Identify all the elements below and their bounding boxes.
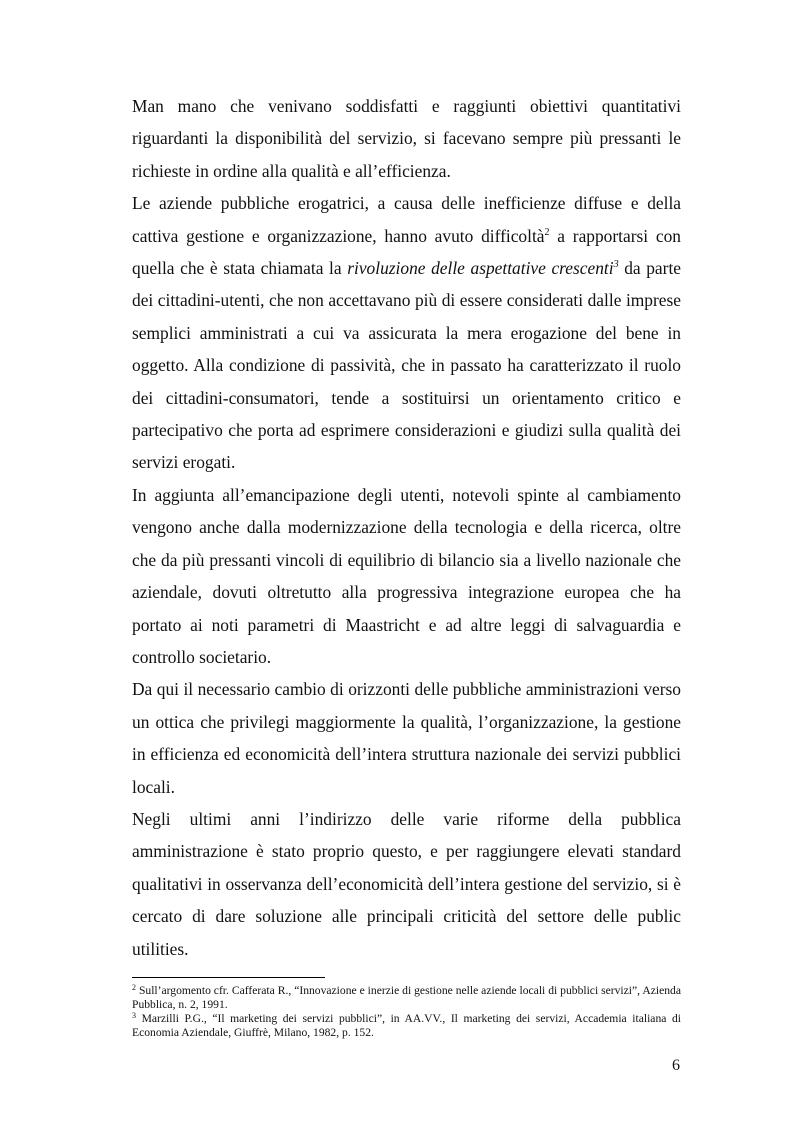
footnote-number: 3 (132, 1011, 136, 1020)
page-number: 6 (672, 1057, 680, 1074)
paragraph-3: In aggiunta all’emancipazione degli utenti, notevoli spinte al cambiamento vengono anche dalla modernizzazione della tecnologia e della ricerca, oltre che da più pressanti vincoli di equilibrio di bilancio sia a livello nazionale che aziendale, dovuti oltretutto alla progressiva integrazione europea che ha portato ai noti parametri di Maastricht e ad altre leggi di salvaguardia e controllo societario. (132, 484, 681, 667)
paragraph-4: Da qui il necessario cambio di orizzonti delle pubbliche amministrazioni verso un ottica che privilegi maggiormente la qualità, l’organizzazione, la gestione in efficienza ed economicità dell’intera struttura nazionale dei servizi pubblici locali. (132, 679, 681, 797)
footnote-ref-2: 2 (544, 226, 550, 238)
paragraph-2-text-a: Le aziende pubbliche erogatrici, a causa delle inefficienze diffuse e della cattiva gestione e organizzazione, hanno avuto difficoltà (132, 193, 681, 246)
paragraph-2 (132, 187, 681, 479)
footnote-text: Marzilli P.G., “Il marketing dei servizi pubblici”, in AA.VV., Il marketing dei servizi, Accademia italiana di Economia Aziendale, Giuffrè, Milano, 1982, p. 152. (132, 1012, 681, 1039)
footnote-3 (132, 1012, 681, 1040)
footnote-number: 2 (132, 983, 136, 992)
footnote-2 (132, 984, 681, 1012)
footnote-text: Sull’argomento cfr. Cafferata R., “Innovazione e inerzie di gestione nelle aziende locali di pubblici servizi”, Azienda Pubblica, n. 2, 1991. (132, 984, 681, 1011)
footnote-ref-3: 3 (613, 259, 619, 271)
paragraph-2-text-b: a rapportarsi con quella che è stata chiamata la (132, 225, 681, 279)
paragraph-5: Negli ultimi anni l’indirizzo delle varie riforme della pubblica amministrazione è stato proprio questo, e per raggiungere elevati standard qualitativi in osservanza dell’economicità dell’intera gestione del servizio, si è cercato di dare soluzione alle principali criticità del settore delle public utilities. (132, 808, 681, 959)
body-text (132, 90, 681, 965)
paragraph-2-text-c: da parte dei cittadini-utenti, che non accettavano più di essere considerati dalle imprese semplici amministrati a cui va assicurata la mera erogazione del bene in oggetto. Alla condizione di passività, che in passato ha caratterizzato il ruolo dei cittadini-consumatori, tende a sostituirsi un orientamento critico e partecipativo che porta ad esprimere considerazioni e giudizi sulla qualità dei servizi erogati. (132, 258, 681, 473)
paragraph-1: Man mano che venivano soddisfatti e raggiunti obiettivi quantitativi riguardanti la disponibilità del servizio, si facevano sempre più pressanti le richieste in ordine alla qualità e all’efficienza. (132, 96, 681, 181)
footnotes (132, 984, 681, 1040)
italic-phrase: rivoluzione delle aspettative crescenti (347, 258, 614, 279)
footnote-separator (132, 977, 325, 978)
